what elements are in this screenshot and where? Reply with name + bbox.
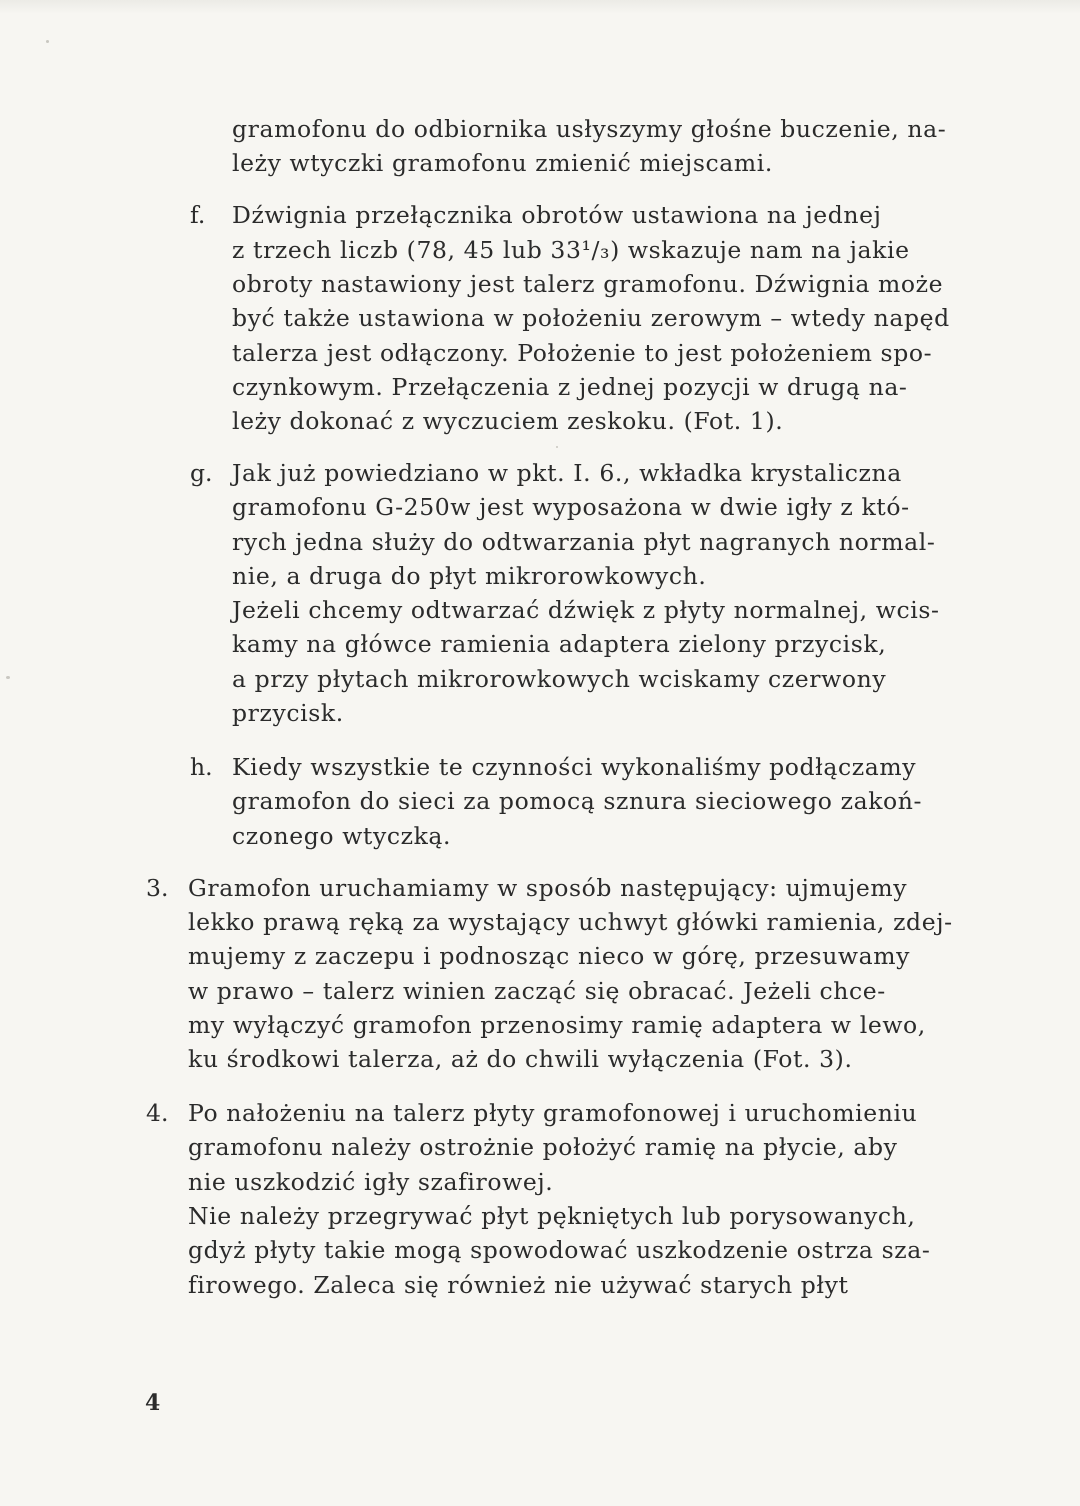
text-line: leży dokonać z wyczuciem zeskoku. (Fot. 1).	[232, 407, 784, 435]
paper-speck	[6, 676, 10, 679]
text-line: Gramofon uruchamiamy w sposób następujący: ujmujemy	[188, 874, 908, 902]
list-marker: g.	[190, 459, 213, 487]
text-line: rych jedna służy do odtwarzania płyt nagranych normal-	[232, 528, 936, 556]
page-number: 4	[145, 1390, 161, 1416]
text-line: czonego wtyczką.	[232, 822, 452, 850]
text-line: Kiedy wszystkie te czynności wykonaliśmy podłączamy	[232, 753, 917, 781]
text-line: kamy na główce ramienia adaptera zielony przycisk,	[232, 630, 887, 658]
list-marker: 3.	[146, 874, 169, 902]
text-line: nie uszkodzić igły szafirowej.	[188, 1168, 554, 1196]
paper-speck	[556, 446, 558, 448]
list-marker: f.	[190, 201, 206, 229]
text-line: gramofonu G-250w jest wyposażona w dwie igły z któ-	[232, 493, 910, 521]
text-line: gramofon do sieci za pomocą sznura sieciowego zakoń-	[232, 787, 923, 815]
text-line: Po nałożeniu na talerz płyty gramofonowej i uruchomieniu	[188, 1099, 918, 1127]
text-line: gdyż płyty takie mogą spowodować uszkodzenie ostrza sza-	[188, 1236, 931, 1264]
text-line: w prawo – talerz winien zacząć się obracać. Jeżeli chce-	[188, 977, 886, 1005]
text-line: firowego. Zaleca się również nie używać starych płyt	[188, 1271, 849, 1299]
scan-edge-shadow	[0, 0, 1080, 14]
paper-speck	[46, 40, 49, 43]
text-line: nie, a druga do płyt mikrorowkowych.	[232, 562, 707, 590]
text-line: mujemy z zaczepu i podnosząc nieco w górę, przesuwamy	[188, 942, 911, 970]
text-line: lekko prawą ręką za wystający uchwyt główki ramienia, zdej-	[188, 908, 953, 936]
list-marker: 4.	[146, 1099, 169, 1127]
text-line: czynkowym. Przełączenia z jednej pozycji w drugą na-	[232, 373, 908, 401]
text-line: a przy płytach mikrorowkowych wciskamy czerwony	[232, 665, 887, 693]
text-line: ku środkowi talerza, aż do chwili wyłączenia (Fot. 3).	[188, 1045, 853, 1073]
text-line: Jeżeli chcemy odtwarzać dźwięk z płyty normalnej, wcis-	[232, 596, 940, 624]
text-line: Jak już powiedziano w pkt. I. 6., wkładka krystaliczna	[232, 459, 902, 487]
text-line: Dźwignia przełącznika obrotów ustawiona na jednej	[232, 201, 882, 229]
text-line: obroty nastawiony jest talerz gramofonu. Dźwignia może	[232, 270, 944, 298]
text-line: talerza jest odłączony. Położenie to jest położeniem spo-	[232, 339, 933, 367]
list-marker: h.	[190, 753, 213, 781]
text-line: my wyłączyć gramofon przenosimy ramię adaptera w lewo,	[188, 1011, 926, 1039]
text-line: Nie należy przegrywać płyt pękniętych lub porysowanych,	[188, 1202, 916, 1230]
text-line: być także ustawiona w położeniu zerowym – wtedy napęd	[232, 304, 950, 332]
text-line: gramofonu należy ostrożnie położyć ramię na płycie, aby	[188, 1133, 898, 1161]
text-line: z trzech liczb (78, 45 lub 33¹/₃) wskazuje nam na jakie	[232, 236, 910, 264]
text-line: gramofonu do odbiornika usłyszymy głośne buczenie, na-	[232, 115, 947, 143]
text-line: leży wtyczki gramofonu zmienić miejscami.	[232, 149, 773, 177]
text-line: przycisk.	[232, 699, 344, 727]
